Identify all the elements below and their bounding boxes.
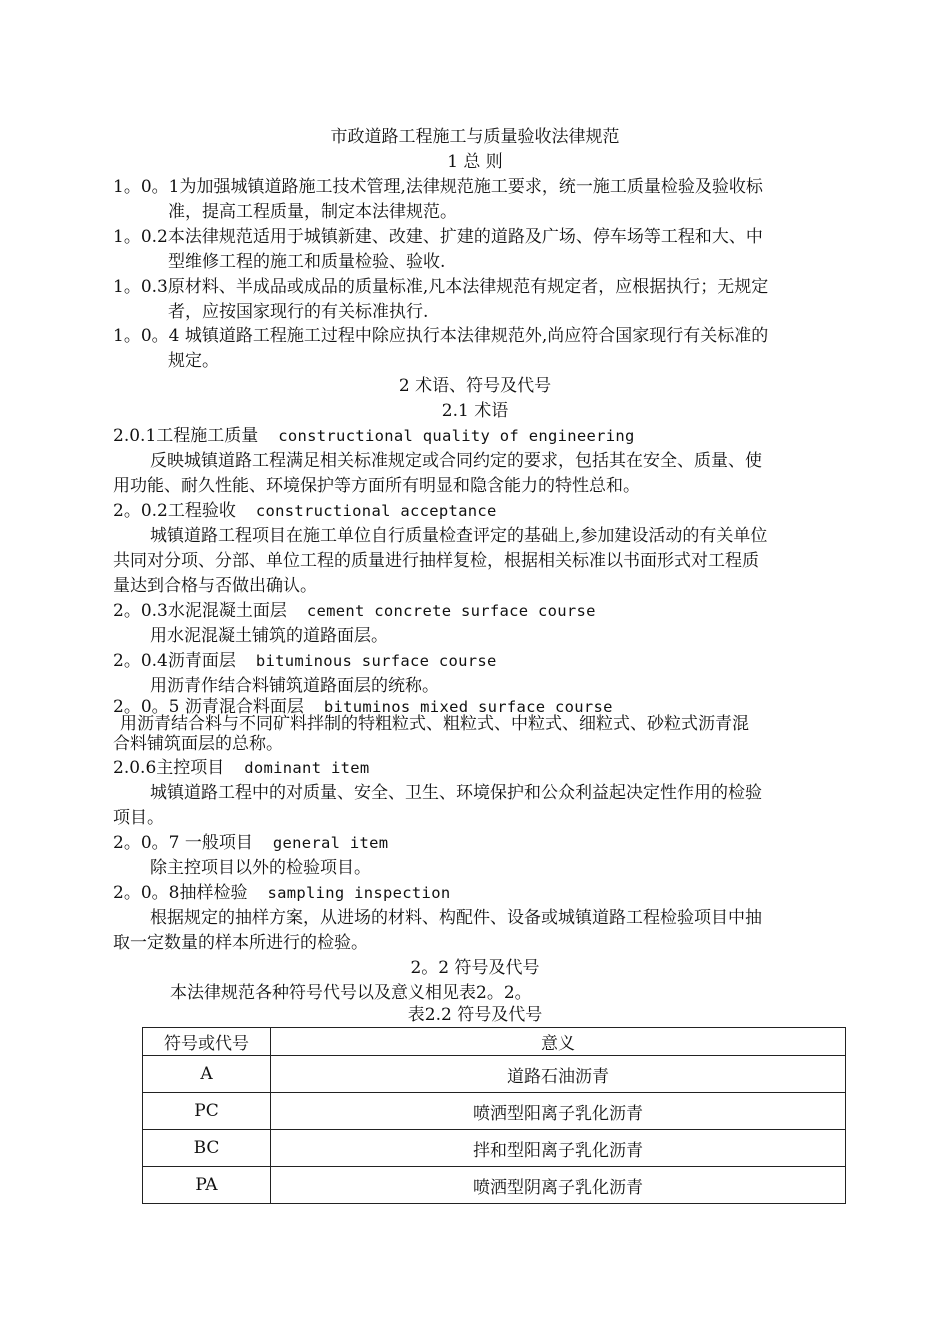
term-def-line: 用沥青结合料与不同矿料拌制的特粗粒式、粗粒式、中粒式、细粒式、砂粒式沥青混 (120, 714, 749, 734)
section-2-2-intro: 本法律规范各种符号代号以及意义相见表2。2。 (170, 983, 532, 1003)
term-def-line: 根据规定的抽样方案，从进场的材料、构配件、设备或城镇道路工程检验项目中抽 (150, 908, 762, 928)
symbol-cell: PC (143, 1093, 271, 1130)
meaning-cell: 喷洒型阳离子乳化沥青 (271, 1093, 846, 1130)
term-zh: 2。0。5 沥青混合料面层 (113, 697, 304, 717)
table-row (143, 1093, 846, 1130)
term-zh: 2。0.4沥青面层 (113, 651, 236, 671)
term-def-line: 用水泥混凝土铺筑的道路面层。 (150, 626, 388, 646)
clause-1-0-2: 1。0.2本法律规范适用于城镇新建、改建、扩建的道路及广场、停车场等工程和大、中 (113, 227, 763, 247)
term-zh: 2。0。7 一般项目 (113, 833, 253, 853)
term-en: dominant item (244, 759, 370, 777)
term-def-line: 共同对分项、分部、单位工程的质量进行抽样复检，根据相关标准以书面形式对工程质 (113, 551, 759, 571)
symbol-cell: PA (143, 1167, 271, 1204)
table-caption: 表2.2 符号及代号 (407, 1005, 543, 1025)
table-row (143, 1130, 846, 1167)
term-2-0-3 (113, 599, 596, 623)
clause-1-0-4: 1。0。4 城镇道路工程施工过程中除应执行本法律规范外,尚应符合国家现行有关标准的 (113, 326, 769, 346)
table-header-cell: 符号或代号 (143, 1028, 271, 1056)
clause-1-0-3: 1。0.3原材料、半成品或成品的质量标准,凡本法律规范有规定者，应根据执行；无规定 (113, 277, 769, 297)
term-en: bituminos mixed surface course (323, 698, 613, 716)
clause-1-0-1: 1。0。1为加强城镇道路施工技术管理,法律规范施工要求，统一施工质量检验及验收标 (113, 177, 763, 197)
term-def-line: 项目。 (113, 808, 164, 828)
clause-1-0-2-cont: 型维修工程的施工和质量检验、验收. (168, 252, 446, 272)
clause-1-0-3-cont: 者，应按国家现行的有关标准执行. (168, 302, 429, 322)
term-2-0-8 (113, 881, 450, 905)
term-zh: 2.0.1工程施工质量 (113, 426, 259, 446)
term-en: constructional quality of engineering (278, 427, 635, 445)
term-2-0-6 (113, 756, 369, 780)
term-2-0-2 (113, 499, 497, 523)
term-def-line: 除主控项目以外的检验项目。 (150, 858, 371, 878)
clause-1-0-4-cont: 规定。 (168, 351, 219, 371)
term-def-line: 取一定数量的样本所进行的检验。 (113, 933, 368, 953)
term-def-line: 量达到合格与否做出确认。 (113, 576, 317, 596)
term-en: general item (272, 834, 389, 852)
term-def-line: 反映城镇道路工程满足相关标准规定或合同约定的要求，包括其在安全、质量、使 (150, 451, 762, 471)
term-2-0-4 (113, 649, 497, 673)
term-en: constructional acceptance (255, 502, 497, 520)
table-row (143, 1056, 846, 1093)
chapter-1-heading: 1 总 则 (447, 152, 503, 172)
meaning-cell: 道路石油沥青 (271, 1056, 846, 1093)
term-zh: 2。0。8抽样检验 (113, 883, 248, 903)
section-2-1-heading: 2.1 术语 (441, 401, 509, 421)
term-def-line: 城镇道路工程项目在施工单位自行质量检查评定的基础上,参加建设活动的有关单位 (150, 526, 768, 546)
table-header-row (143, 1028, 846, 1056)
table-header-cell: 意义 (271, 1028, 846, 1056)
term-en: bituminous surface course (255, 652, 497, 670)
symbol-cell: BC (143, 1130, 271, 1167)
term-zh: 2.0.6主控项目 (113, 758, 225, 778)
term-en: cement concrete surface course (306, 602, 596, 620)
meaning-cell: 喷洒型阴离子乳化沥青 (271, 1167, 846, 1204)
term-def-line: 合料铺筑面层的总称。 (113, 734, 283, 754)
term-def-line: 城镇道路工程中的对质量、安全、卫生、环境保护和公众利益起决定性作用的检验 (150, 783, 762, 803)
term-def-line: 用沥青作结合料铺筑道路面层的统称。 (150, 676, 439, 696)
term-2-0-7 (113, 831, 388, 855)
meaning-cell: 拌和型阳离子乳化沥青 (271, 1130, 846, 1167)
clause-1-0-1-cont: 准，提高工程质量，制定本法律规范。 (168, 202, 457, 222)
section-2-2-heading: 2。2 符号及代号 (410, 958, 540, 978)
document-title: 市政道路工程施工与质量验收法律规范 (330, 127, 620, 147)
chapter-2-heading: 2 术语、符号及代号 (398, 376, 552, 396)
term-en: sampling inspection (267, 884, 451, 902)
term-def-line: 用功能、耐久性能、环境保护等方面所有明显和隐含能力的特性总和。 (113, 476, 640, 496)
term-2-0-1 (113, 424, 635, 448)
term-zh: 2。0.3水泥混凝土面层 (113, 601, 287, 621)
symbol-cell: A (143, 1056, 271, 1093)
table-row (143, 1167, 846, 1204)
symbols-table (142, 1027, 846, 1204)
term-zh: 2。0.2工程验收 (113, 501, 236, 521)
